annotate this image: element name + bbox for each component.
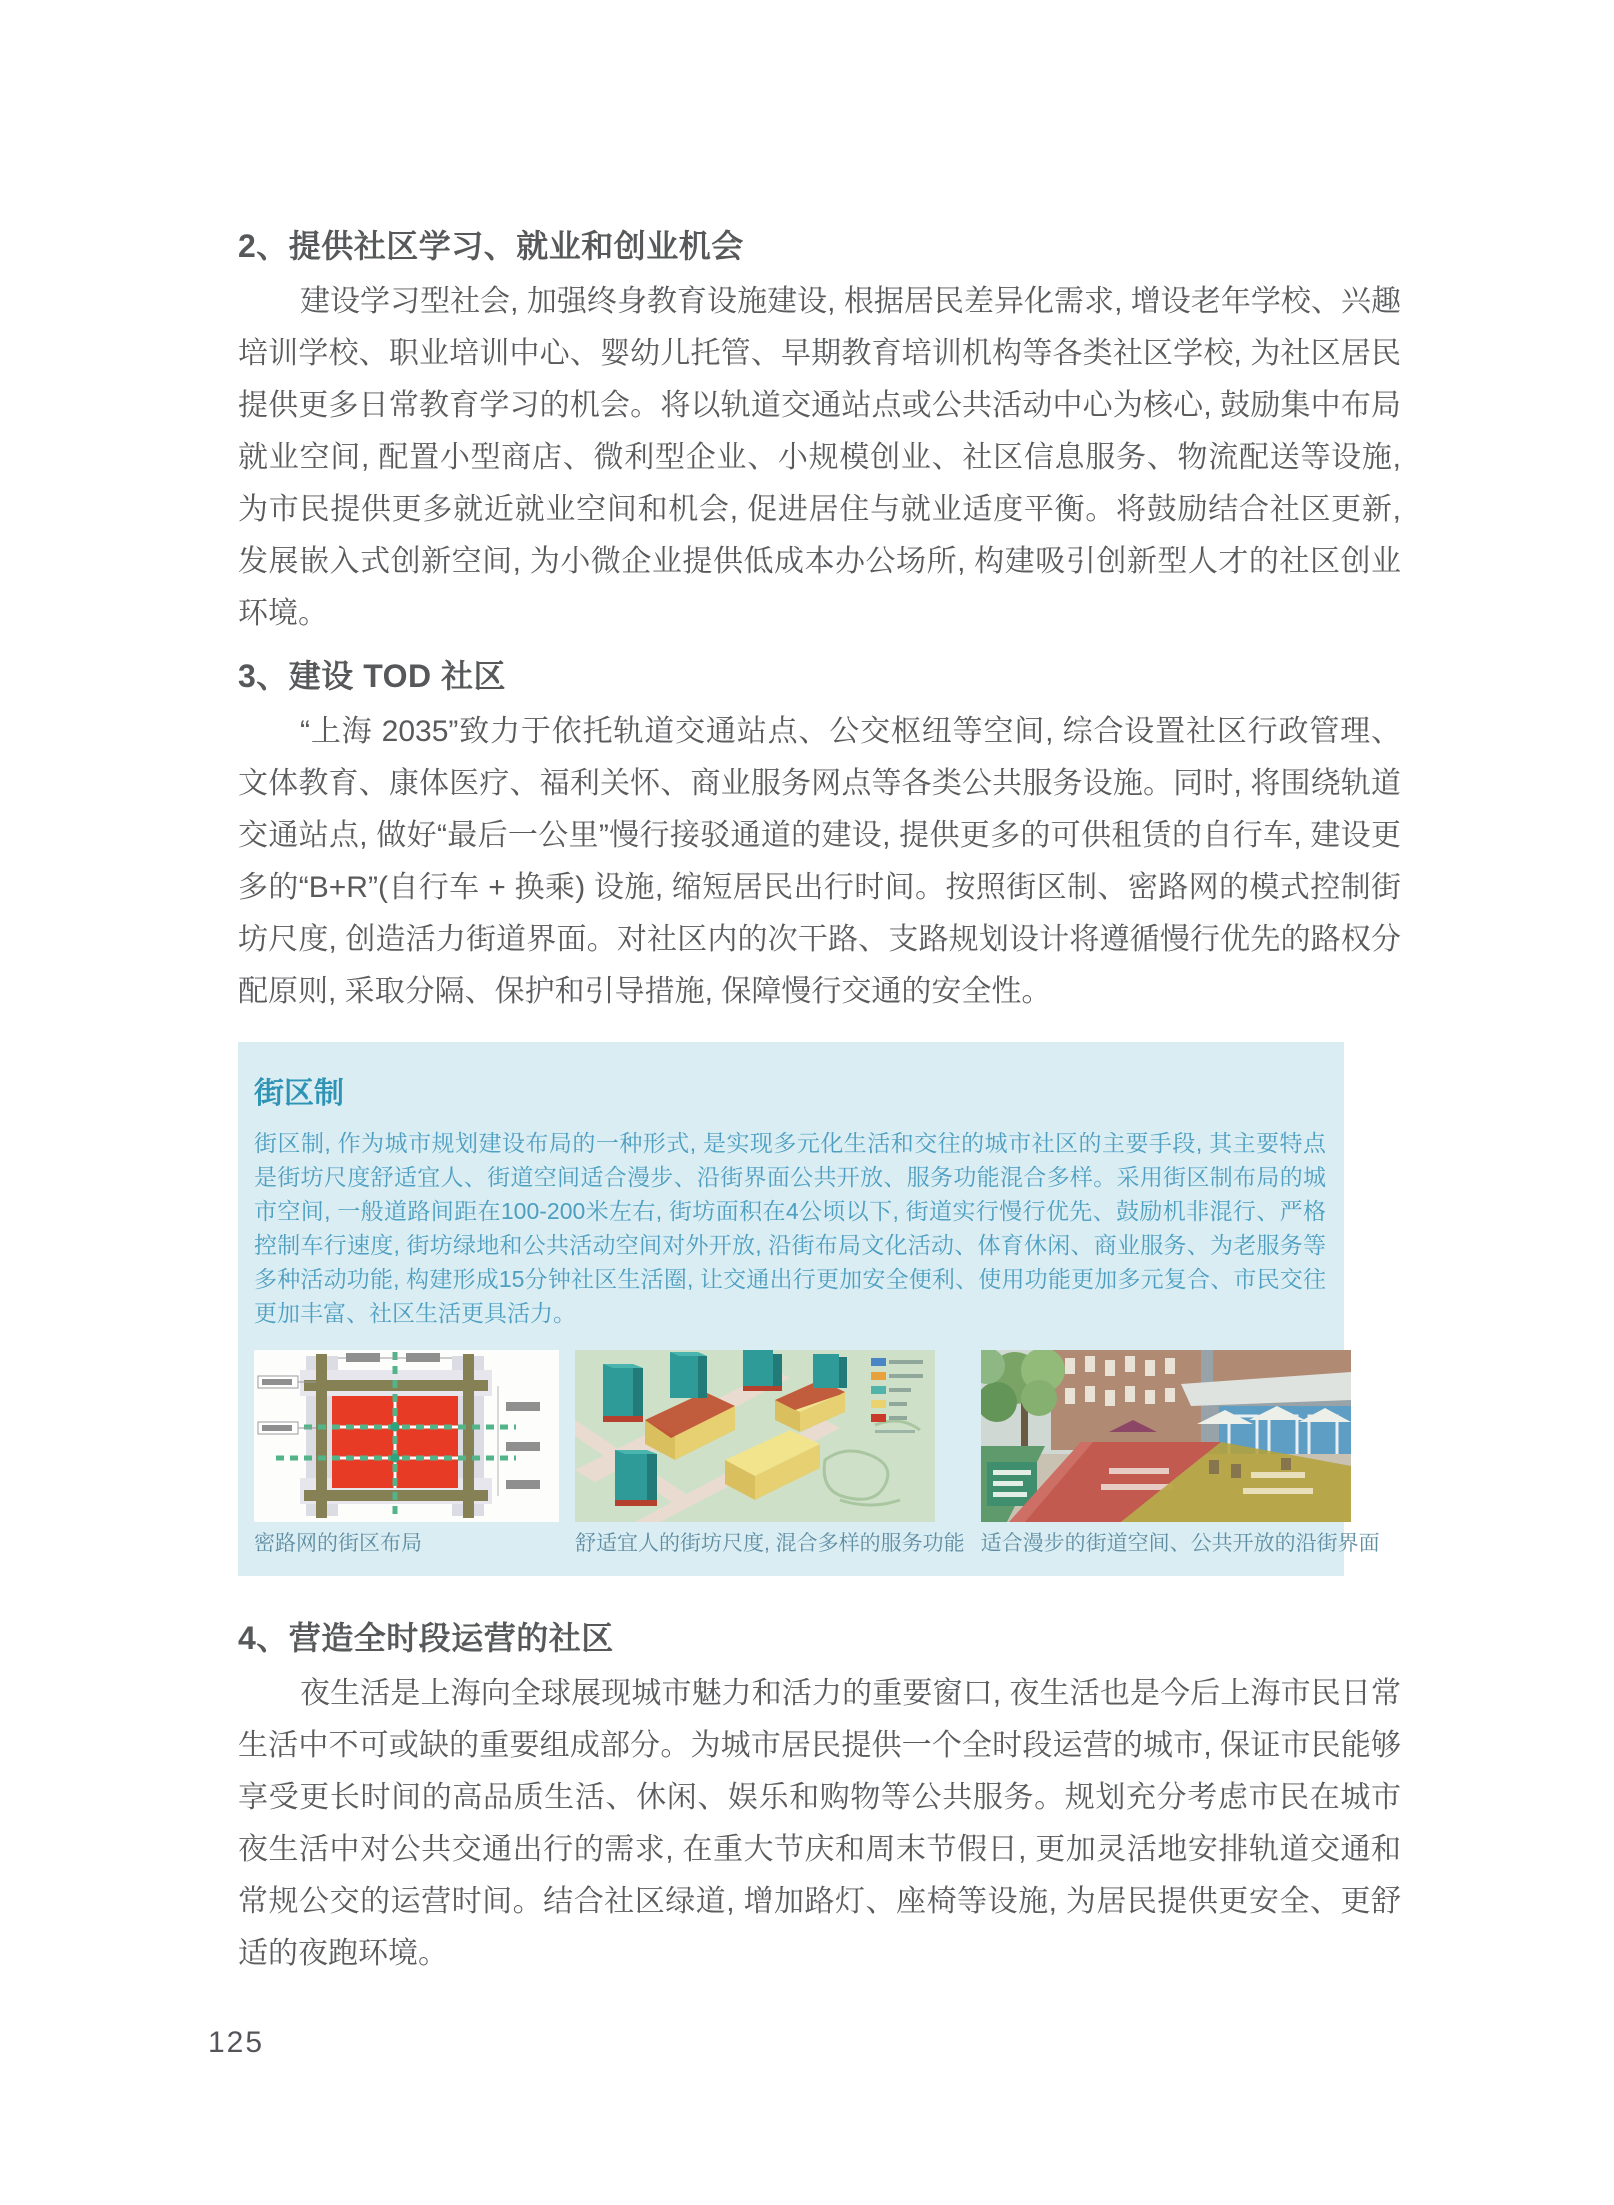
page-content (238, 228, 1401, 1998)
figure-2-caption: 舒适宜人的街坊尺度, 混合多样的服务功能 (575, 1532, 965, 1555)
figure-walkable-street (981, 1350, 1380, 1556)
block-scale-axonometric-image (575, 1350, 935, 1522)
section-tod-community (238, 658, 1401, 1018)
figure-3-caption: 适合漫步的街道空间、公共开放的沿街界面 (980, 1532, 1380, 1555)
section-all-hours-community (238, 1620, 1401, 1980)
section-2-heading: 2、提供社区学习、就业和创业机会 (238, 228, 744, 264)
dense-road-network-diagram-image (254, 1350, 559, 1522)
section-3-heading: 3、建设 TOD 社区 (238, 658, 507, 694)
page-number: 125 (208, 2026, 265, 2059)
figure-block-scale-model (575, 1350, 965, 1556)
section-4-paragraph: 夜生活是上海向全球展现城市魅力和活力的重要窗口, 夜生活也是今后上海市民日常生活中不可或缺的重要组成部分。为城市居民提供一个全时段运营的城市, 保证市民能够享受更长时间的高品质生活、休闲、娱乐和购物等公共服务。规划充分考虑市民在城市夜生活中对公共交通出行的需求, 在重大节庆和周末节假日, 更加灵活地安排轨道交通和常规公交的运营时间。结合社区绿道, 增加路灯、座椅等设施, 为居民提供更安全、更舒适的夜跑环境。 (238, 1677, 1401, 1970)
section-community-learning (238, 228, 1401, 640)
figure-1-caption: 密路网的街区布局 (254, 1532, 422, 1555)
walkable-street-photo-image (981, 1350, 1351, 1522)
block-system-info-box (238, 1042, 1380, 1576)
info-box-figures (254, 1350, 1380, 1556)
figure-dense-road-network (254, 1350, 559, 1556)
section-3-paragraph: “上海 2035”致力于依托轨道交通站点、公交枢纽等空间, 综合设置社区行政管理、文体教育、康体医疗、福利关怀、商业服务网点等各类公共服务设施。同时, 将围绕轨道交通站点, 做好“最后一公里”慢行接驳通道的建设, 提供更多的可供租赁的自行车, 建设更多的“B+R”(自行车 + 换乘) 设施, 缩短居民出行时间。按照街区制、密路网的模式控制街坊尺度, 创造活力街道界面。对社区内的次干路、支路规划设计将遵循慢行优先的路权分配原则, 采取分隔、保护和引导措施, 保障慢行交通的安全性。 (238, 715, 1401, 1008)
section-2-paragraph: 建设学习型社会, 加强终身教育设施建设, 根据居民差异化需求, 增设老年学校、兴趣培训学校、职业培训中心、婴幼儿托管、早期教育培训机构等各类社区学校, 为社区居民提供更多日常教育学习的机会。将以轨道交通站点或公共活动中心为核心, 鼓励集中布局就业空间, 配置小型商店、微利型企业、小规模创业、社区信息服务、物流配送等设施, 为市民提供更多就近就业空间和机会, 促进居住与就业适度平衡。将鼓励结合社区更新, 发展嵌入式创新空间, 为小微企业提供低成本办公场所, 构建吸引创新型人才的社区创业环境。 (238, 285, 1401, 630)
info-box-title: 街区制 (254, 1077, 344, 1110)
section-4-heading: 4、营造全时段运营的社区 (238, 1620, 614, 1656)
info-box-body: 街区制, 作为城市规划建设布局的一种形式, 是实现多元化生活和交往的城市社区的主要手段, 其主要特点是街坊尺度舒适宜人、街道空间适合漫步、沿街界面公共开放、服务功能混合多样。采用街区制布局的城市空间, 一般道路间距在100-200米左右, 街坊面积在4公顷以下, 街道实行慢行优先、鼓励机非混行、严格控制车行速度, 街坊绿地和公共活动空间对外开放, 沿街布局文化活动、体育休闲、商业服务、为老服务等多种活动功能, 构建形成15分钟社区生活圈, 让交通出行更加安全便利、使用功能更加多元复合、市民交往更加丰富、社区生活更具活力。 (254, 1130, 1326, 1326)
